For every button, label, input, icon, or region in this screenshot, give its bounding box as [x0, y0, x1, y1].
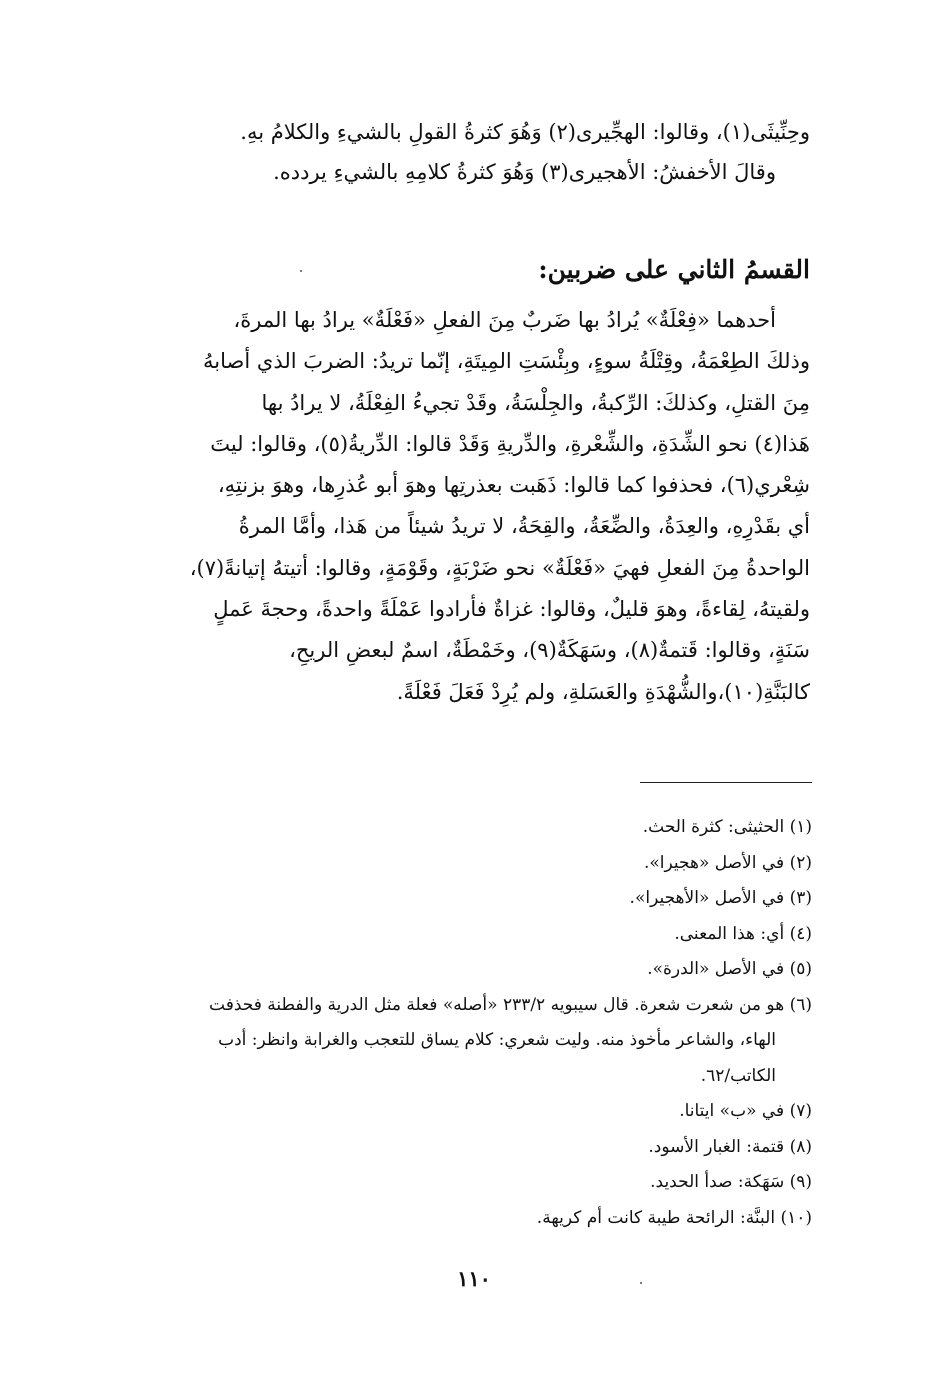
footnote-separator: [640, 782, 812, 783]
section-heading: القسمُ الثاني على ضربين:: [538, 255, 810, 284]
text-line: أحدهما «فِعْلَةٌ» يُرادُ بها ضَربٌ مِنَ الفعلِ «فَعْلَةٌ» يرادُ بها المرةَ،: [233, 308, 776, 332]
footnote-line: الكاتب/٦٢.: [700, 1065, 776, 1086]
footnotes-block: [126, 810, 812, 1236]
footnote-line: (١) الحثيثى: كثرة الحث.: [642, 817, 812, 837]
main-paragraph: [126, 300, 810, 713]
text-line: الواحدةُ مِنَ الفعلِ فهيَ «فَعْلَةٌ» نحو ضَرْبَةٍ، وقَوْمَةٍ، وقالوا: أتيتهُ إتيانةً(٧)،: [189, 555, 810, 580]
text-line: أي بقَدْرِهِ، والعِدَةُ، والضِّعَةُ، والقِحَةُ، لا تريدُ شيئاً من هَذا، وأمَّا المرةُ: [238, 514, 810, 539]
footnote-line: (٤) أي: هذا المعنى.: [674, 923, 812, 944]
footnote-line: (٨) قتمة: الغبار الأسود.: [648, 1136, 812, 1157]
scan-speck: [300, 270, 302, 272]
scan-speck: [640, 1282, 642, 1284]
text-line: وذلكَ الطِعْمَةُ، وقِتْلَةُ سوءٍ، وبِئْسَتِ المِيتَةِ، إنّما تريدُ: الضربَ الذي أصابهُ: [203, 349, 810, 374]
footnote-line: (٩) سَهَكة: صدأ الحديد.: [650, 1172, 812, 1192]
footnote-line: (٦) هو من شعرت شعرة. قال سيبويه ٢٣٣/٢ «أصله» فعلة مثل الدرية والفطنة فحذفت: [209, 994, 812, 1015]
footnote-line: (١٠) البنَّة: الرائحة طيبة كانت أم كريهة.: [536, 1207, 812, 1228]
text-line: وحِنِّيثَى(١)، وقالوا: الهجِّيرى(٢) وَهُوَ كثرةُ القولِ بالشيءِ والكلامُ بهِ.: [240, 120, 810, 144]
footnote-line: الهاء، والشاعر مأخوذ منه. وليت شعري: كلام يساق للتعجب والغرابة وانظر: أدب: [218, 1030, 776, 1050]
footnote-line: (٥) في الأصل «الدرة».: [647, 959, 812, 979]
top-text-block: [126, 112, 810, 192]
text-line: سَنَةٍ، وقالوا: قَتمةٌ(٨)، وسَهَكَةٌ(٩)، وخَمْطَةٌ، اسمٌ لبعضِ الريحِ،: [289, 638, 810, 663]
text-line: شِعْري(٦)، فحذفوا كما قالوا: ذَهَبت بعذرتِها وهوَ أبو عُذرِها، وهوَ بزنتِهِ،: [217, 473, 810, 498]
footnote-line: (٣) في الأصل «الأهجيرا».: [629, 888, 812, 908]
text-line: مِنَ القتلِ، وكذلكَ: الرِّكبةُ، والجِلْسَةُ، وقَدْ تجيءُ الفِعْلَةُ، لا يرادُ بها: [261, 390, 810, 415]
text-line: وقالَ الأخفشُ: الأهجيرى(٣) وَهُوَ كثرةُ كلامِهِ بالشيءِ يردده.: [273, 160, 776, 184]
text-line: ولقيتهُ، لِقاءةً، وهوَ قليلٌ، وقالوا: غزاةٌ فأرادوا عَمْلَةً واحدةً، وحجةَ عَملٍ: [213, 597, 810, 622]
footnote-line: (٧) في «ب» ايتانا.: [679, 1101, 812, 1121]
text-line: كالبَنَّةِ(١٠)،والشُّهْدَةِ والعَسَلةِ، ولم يُرِدْ فَعَلَ فَعْلَةً.: [396, 679, 810, 704]
footnote-line: (٢) في الأصل «هجيرا».: [643, 852, 812, 873]
text-line: هَذا(٤) نحو الشِّدَةِ، والشِّعْرةِ، والدِّريةِ وَقَدْ قالوا: الدِّريةُ(٥)، وقالوا: ليتَ: [210, 431, 810, 456]
page-number: ١١٠: [457, 1266, 491, 1291]
